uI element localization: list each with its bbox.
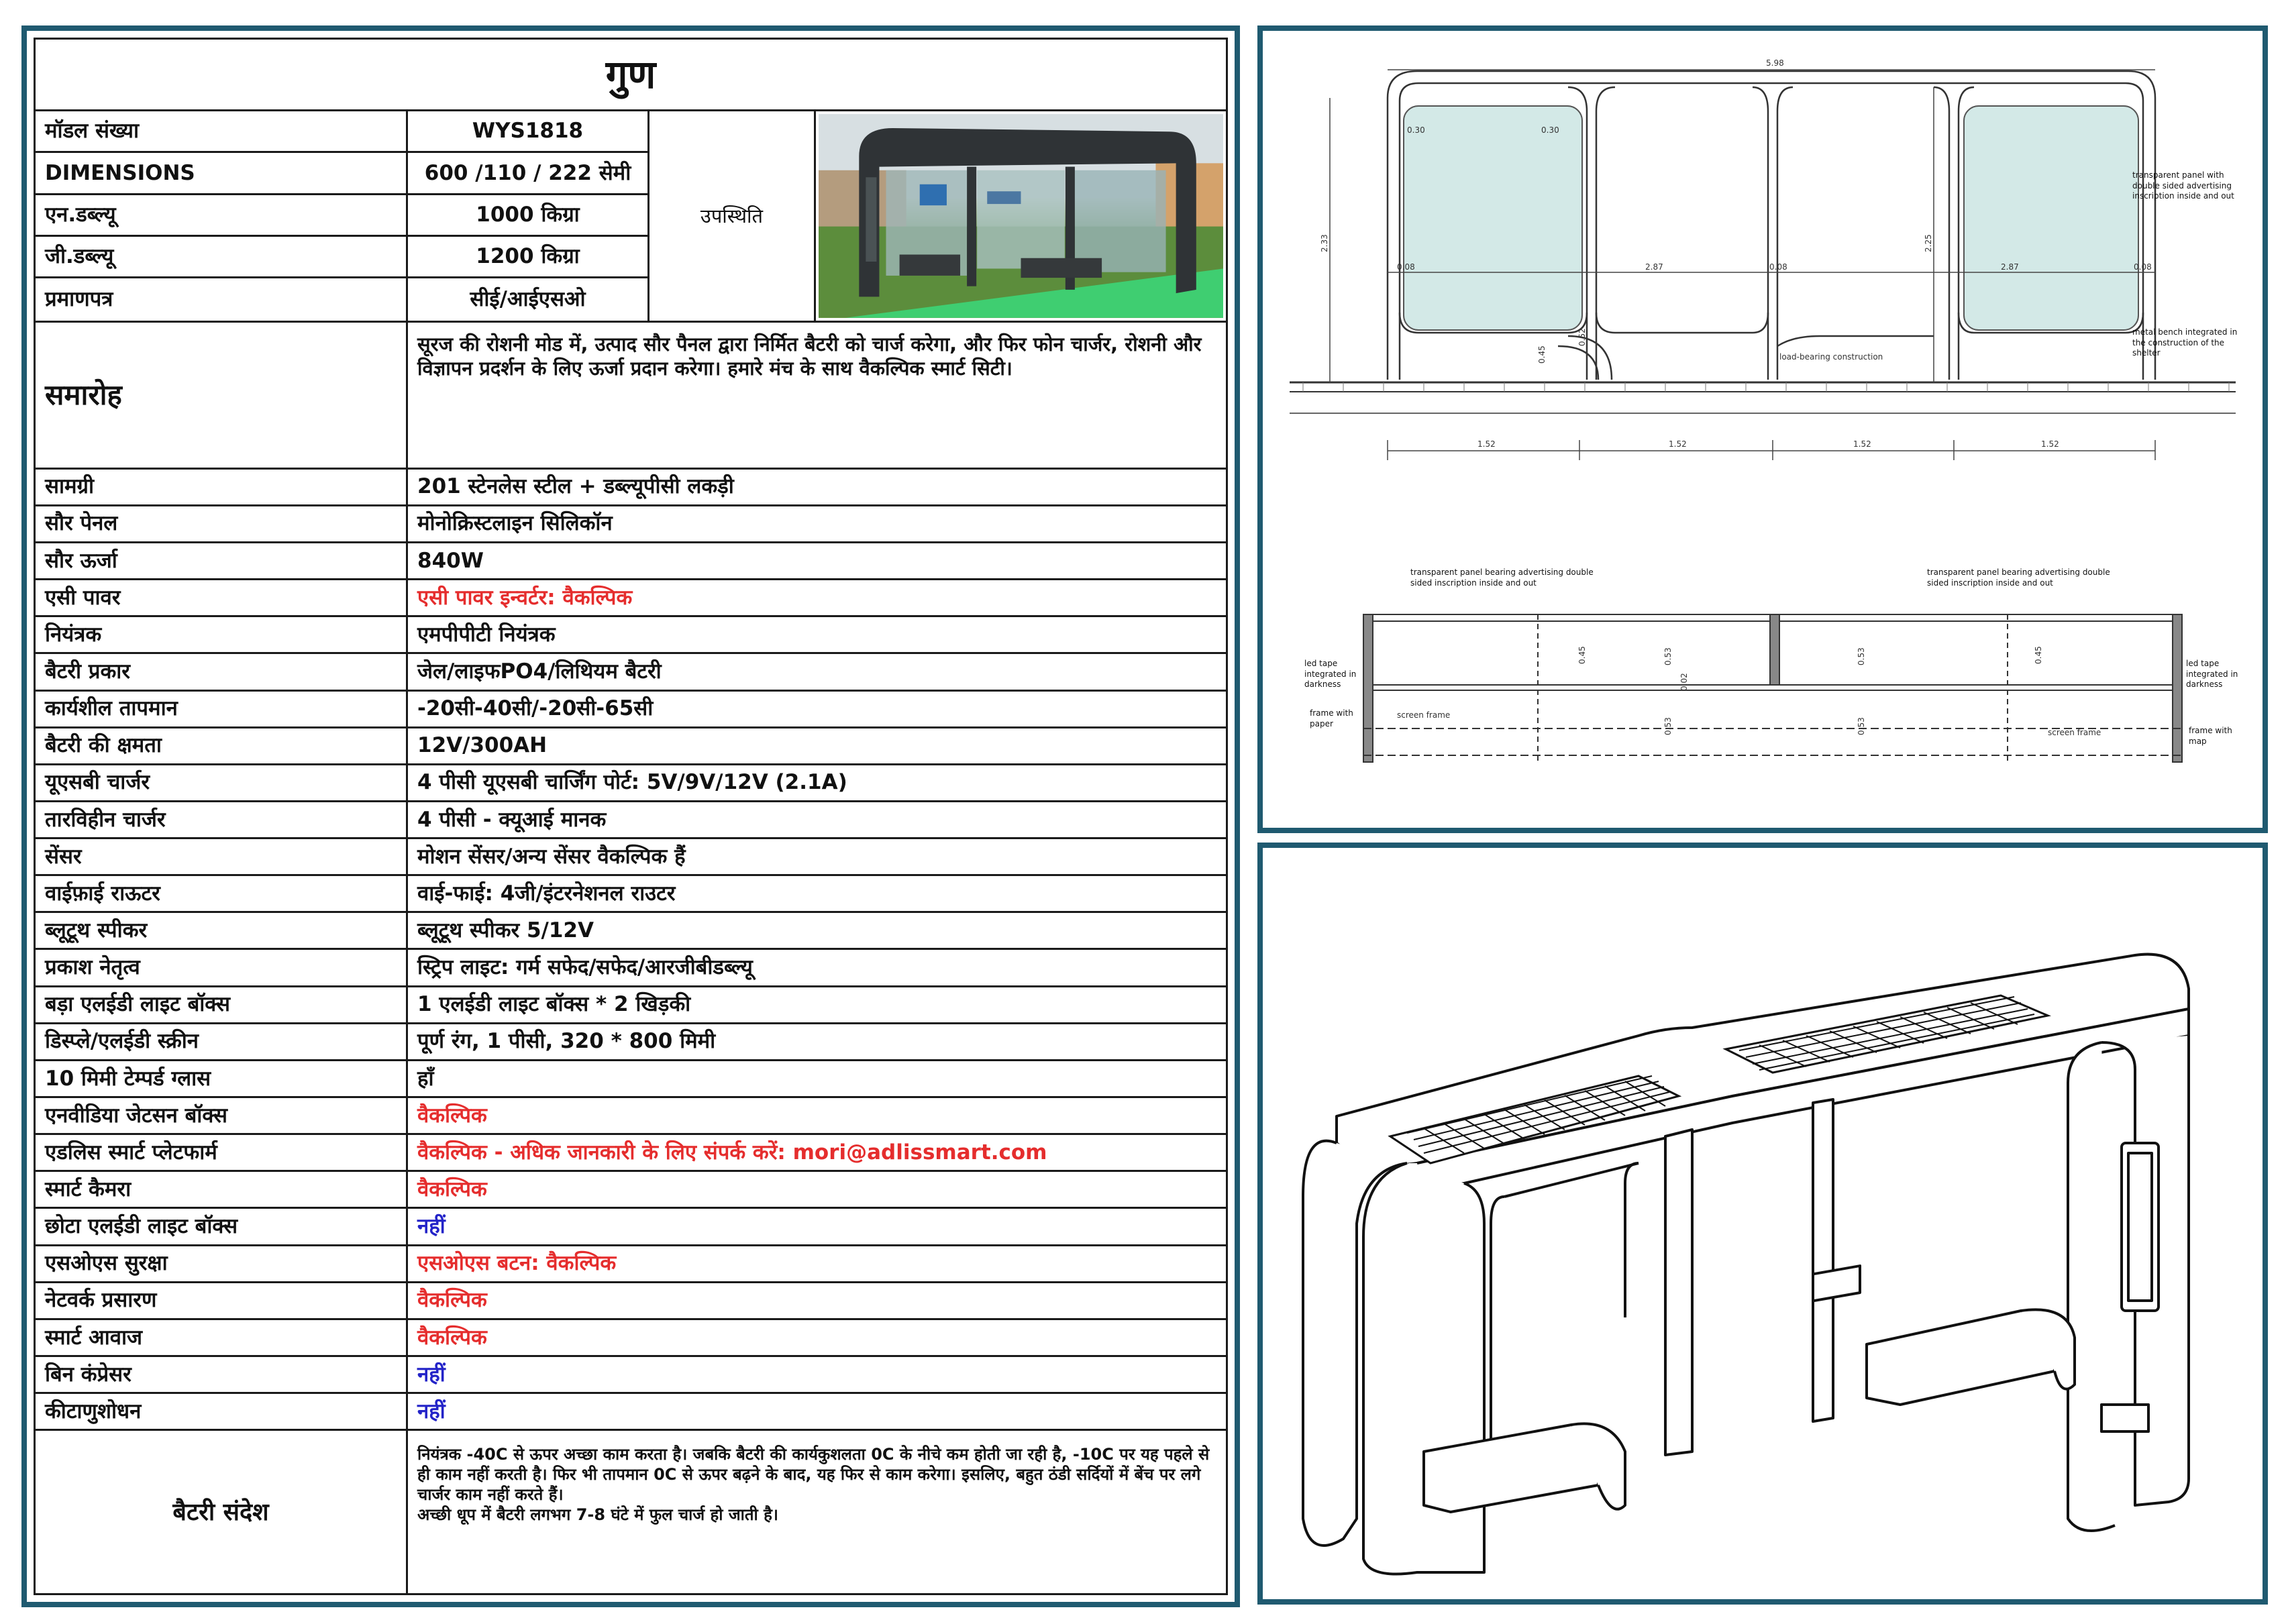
spec-row bbox=[35, 1134, 1227, 1171]
dim-045: 0.45 bbox=[1577, 646, 1587, 664]
dim-002: 0.02 bbox=[1679, 673, 1689, 691]
spec-row bbox=[35, 986, 1227, 1023]
spec-row bbox=[35, 542, 1227, 579]
spec-row bbox=[35, 1171, 1227, 1208]
frame-map-note: frame with map bbox=[2189, 726, 2232, 746]
spec-row bbox=[35, 875, 1227, 912]
model-value: WYS1818 bbox=[407, 111, 649, 152]
dim-030: 0.30 bbox=[1541, 125, 1559, 135]
led-note-right: led tape integrated in darkness bbox=[2186, 659, 2238, 690]
spec-value: वैकल्पिक - अधिक जानकारी के लिए संपर्क करें: mori@adlissmart.com bbox=[407, 1134, 1227, 1171]
appearance-photo-cell bbox=[815, 111, 1227, 322]
dim-030: 0.30 bbox=[1407, 125, 1425, 135]
spec-value: 1 एलईडी लाइट बॉक्स * 2 खिड़की bbox=[407, 986, 1227, 1023]
spec-label: एसओएस सुरक्षा bbox=[35, 1245, 407, 1282]
dim-152: 1.52 bbox=[1669, 439, 1687, 449]
dim-287: 2.87 bbox=[2001, 262, 2019, 272]
isometric-drawing bbox=[1263, 848, 2263, 1599]
spec-value: एसओएस बटन: वैकल्पिक bbox=[407, 1245, 1227, 1282]
spec-label: सामग्री bbox=[35, 468, 407, 505]
glass-panel-left bbox=[1404, 106, 1582, 330]
dim-overall-width: 5.98 bbox=[1766, 58, 1784, 68]
spec-row bbox=[35, 1319, 1227, 1356]
spec-value: हाँ bbox=[407, 1060, 1227, 1097]
screen-frame-note: screen frame bbox=[2048, 728, 2101, 737]
spec-row bbox=[35, 616, 1227, 653]
spec-row bbox=[35, 505, 1227, 542]
load-note: load-bearing construction bbox=[1779, 352, 1883, 362]
battery-notice-label: बैटरी संदेश bbox=[35, 1430, 407, 1594]
screen-frame-note: screen frame bbox=[1397, 710, 1451, 720]
spec-value: मोशन सेंसर/अन्य सेंसर वैकल्पिक हैं bbox=[407, 838, 1227, 875]
battery-notice-text bbox=[407, 1430, 1227, 1594]
spec-label: नियंत्रक bbox=[35, 616, 407, 653]
spec-value: वैकल्पिक bbox=[407, 1282, 1227, 1319]
spec-row bbox=[35, 801, 1227, 838]
dim-008: 0.08 bbox=[2134, 262, 2152, 272]
spec-value: पूर्ण रंग, 1 पीसी, 320 * 800 मिमी bbox=[407, 1023, 1227, 1060]
spec-label: सेंसर bbox=[35, 838, 407, 875]
spec-label: बिन कंप्रेसर bbox=[35, 1356, 407, 1393]
spec-value: वाई-फाई: 4जी/इंटरनेशनल राउटर bbox=[407, 875, 1227, 912]
function-label: समारोह bbox=[35, 322, 407, 469]
spec-label: ब्लूटूथ स्पीकर bbox=[35, 912, 407, 949]
spec-label: बैटरी प्रकार bbox=[35, 653, 407, 690]
model-label: मॉडल संख्या bbox=[35, 111, 407, 152]
spec-label: सौर ऊर्जा bbox=[35, 542, 407, 579]
spec-value: 4 पीसी - क्यूआई मानक bbox=[407, 801, 1227, 838]
spec-value: एमपीपीटी नियंत्रक bbox=[407, 616, 1227, 653]
dim-287: 2.87 bbox=[1645, 262, 1663, 272]
dimensions-value: 600 /110 / 222 सेमी bbox=[407, 152, 649, 194]
dim-053: 0.53 bbox=[1663, 717, 1673, 735]
function-value: सूरज की रोशनी मोड में, उत्पाद सौर पैनल द्वारा निर्मित बैटरी को चार्ज करेगा, और फिर फोन चार्जर, रोशनी और विज्ञापन प्रदर्शन के लिए ऊर्जा प्रदान करेगा। हमारे मंच के साथ वैकल्पिक स्मार्ट सिटी। bbox=[407, 322, 1227, 469]
page-title: गुण bbox=[35, 39, 1227, 111]
spec-label: वाईफ़ाई राऊटर bbox=[35, 875, 407, 912]
net-weight-label: एन.डब्ल्यू bbox=[35, 194, 407, 235]
spec-value: स्ट्रिप लाइट: गर्म सफेद/सफेद/आरजीबीडब्ल्यू bbox=[407, 949, 1227, 986]
certificate-value: सीई/आईएसओ bbox=[407, 277, 649, 321]
dim-height-inner: 2.25 bbox=[1924, 234, 1933, 252]
spec-label: कार्यशील तापमान bbox=[35, 690, 407, 727]
spec-row bbox=[35, 653, 1227, 690]
spec-label: एडलिस स्मार्ट प्लेटफार्म bbox=[35, 1134, 407, 1171]
spec-row bbox=[35, 1060, 1227, 1097]
bench-note: metal bench integrated in the construction of the shelter bbox=[2132, 327, 2238, 358]
shelter-photo bbox=[819, 114, 1223, 318]
spec-value: नहीं bbox=[407, 1208, 1227, 1245]
spec-row bbox=[35, 838, 1227, 875]
battery-notice-line: अच्छी धूप में बैटरी लगभग 7-8 घंटे में फुल चार्ज हो जाती है। bbox=[417, 1505, 778, 1525]
shelter-photo-image bbox=[819, 114, 1223, 318]
plan-note-left: transparent panel bearing advertising double sided inscription inside and out bbox=[1410, 567, 1594, 588]
spec-table bbox=[34, 38, 1228, 1595]
dim-052: 0.52 bbox=[1577, 328, 1587, 346]
dim-053: 0.53 bbox=[1857, 647, 1866, 665]
spec-row bbox=[35, 1356, 1227, 1393]
spec-row bbox=[35, 1282, 1227, 1319]
glass-panel-right bbox=[1964, 106, 2138, 330]
certificate-label: प्रमाणपत्र bbox=[35, 277, 407, 321]
spec-value: मोनोक्रिस्टलाइन सिलिकॉन bbox=[407, 505, 1227, 542]
dim-045: 0.45 bbox=[1537, 345, 1547, 364]
dim-152: 1.52 bbox=[1853, 439, 1871, 449]
dim-152: 1.52 bbox=[2041, 439, 2059, 449]
spec-label: स्मार्ट आवाज bbox=[35, 1319, 407, 1356]
spec-panel bbox=[21, 25, 1240, 1607]
spec-value: 840W bbox=[407, 542, 1227, 579]
frame-paper-note: frame with paper bbox=[1310, 708, 1353, 728]
appearance-label: उपस्थिति bbox=[649, 111, 815, 322]
spec-row bbox=[35, 949, 1227, 986]
dim-152: 1.52 bbox=[1477, 439, 1496, 449]
technical-drawing-panel bbox=[1257, 25, 2268, 833]
dim-008: 0.08 bbox=[1769, 262, 1787, 272]
spec-row bbox=[35, 764, 1227, 801]
dim-045: 0.45 bbox=[2034, 646, 2043, 664]
gross-weight-label: जी.डब्ल्यू bbox=[35, 235, 407, 277]
led-note-left: led tape integrated in darkness bbox=[1304, 659, 1357, 690]
spec-label: छोटा एलईडी लाइट बॉक्स bbox=[35, 1208, 407, 1245]
spec-row bbox=[35, 727, 1227, 764]
spec-value: ब्लूटूथ स्पीकर 5/12V bbox=[407, 912, 1227, 949]
spec-value: नहीं bbox=[407, 1356, 1227, 1393]
spec-row bbox=[35, 580, 1227, 616]
gross-weight-value: 1200 किग्रा bbox=[407, 235, 649, 277]
spec-row bbox=[35, 912, 1227, 949]
dim-053: 0.53 bbox=[1857, 717, 1866, 735]
panel-note: transparent panel with double sided advertising inscription inside and out bbox=[2132, 170, 2234, 201]
spec-value: 12V/300AH bbox=[407, 727, 1227, 764]
plan-note-right: transparent panel bearing advertising double sided inscription inside and out bbox=[1927, 567, 2110, 588]
spec-value: वैकल्पिक bbox=[407, 1319, 1227, 1356]
isometric-view-panel bbox=[1257, 843, 2268, 1605]
spec-value: जेल/लाइफPO4/लिथियम बैटरी bbox=[407, 653, 1227, 690]
spec-label: स्मार्ट कैमरा bbox=[35, 1171, 407, 1208]
spec-label: तारविहीन चार्जर bbox=[35, 801, 407, 838]
technical-drawing bbox=[1263, 31, 2263, 828]
spec-label: एसी पावर bbox=[35, 580, 407, 616]
spec-label: यूएसबी चार्जर bbox=[35, 764, 407, 801]
spec-value: वैकल्पिक bbox=[407, 1097, 1227, 1134]
net-weight-value: 1000 किग्रा bbox=[407, 194, 649, 235]
spec-row bbox=[35, 468, 1227, 505]
spec-row bbox=[35, 690, 1227, 727]
spec-label: बैटरी की क्षमता bbox=[35, 727, 407, 764]
spec-label: नेटवर्क प्रसारण bbox=[35, 1282, 407, 1319]
spec-label: प्रकाश नेतृत्व bbox=[35, 949, 407, 986]
spec-value: एसी पावर इन्वर्टर: वैकल्पिक bbox=[407, 580, 1227, 616]
spec-row bbox=[35, 1208, 1227, 1245]
dim-053: 0.53 bbox=[1663, 647, 1673, 665]
spec-row bbox=[35, 1393, 1227, 1430]
spec-label: सौर पेनल bbox=[35, 505, 407, 542]
spec-label: डिस्प्ले/एलईडी स्क्रीन bbox=[35, 1023, 407, 1060]
spec-label: कीटाणुशोधन bbox=[35, 1393, 407, 1430]
spec-value: नहीं bbox=[407, 1393, 1227, 1430]
spec-row bbox=[35, 1023, 1227, 1060]
dimensions-label: DIMENSIONS bbox=[35, 152, 407, 194]
spec-label: एनवीडिया जेटसन बॉक्स bbox=[35, 1097, 407, 1134]
spec-label: 10 मिमी टेम्पर्ड ग्लास bbox=[35, 1060, 407, 1097]
dim-008: 0.08 bbox=[1397, 262, 1415, 272]
spec-value: वैकल्पिक bbox=[407, 1171, 1227, 1208]
battery-notice-line: नियंत्रक -40C से ऊपर अच्छा काम करता है। जबकि बैटरी की कार्यकुशलता 0C के नीचे कम होती जा रही है, -10C पर यह पहले से ही काम नहीं करती है। फिर भी तापमान 0C से ऊपर बढ़ने के बाद, यह फिर से काम करेगा। इसलिए, बहुत ठंडी सर्दियों में बेंच पर लगे चार्जर काम नहीं करते हैं। bbox=[417, 1445, 1210, 1505]
dim-height-total: 2.33 bbox=[1320, 234, 1329, 252]
spec-value: -20सी-40सी/-20सी-65सी bbox=[407, 690, 1227, 727]
spec-label: बड़ा एलईडी लाइट बॉक्स bbox=[35, 986, 407, 1023]
spec-row bbox=[35, 1097, 1227, 1134]
spec-row bbox=[35, 1245, 1227, 1282]
spec-value: 201 स्टेनलेस स्टील + डब्ल्यूपीसी लकड़ी bbox=[407, 468, 1227, 505]
spec-value: 4 पीसी यूएसबी चार्जिंग पोर्ट: 5V/9V/12V (2.1A) bbox=[407, 764, 1227, 801]
